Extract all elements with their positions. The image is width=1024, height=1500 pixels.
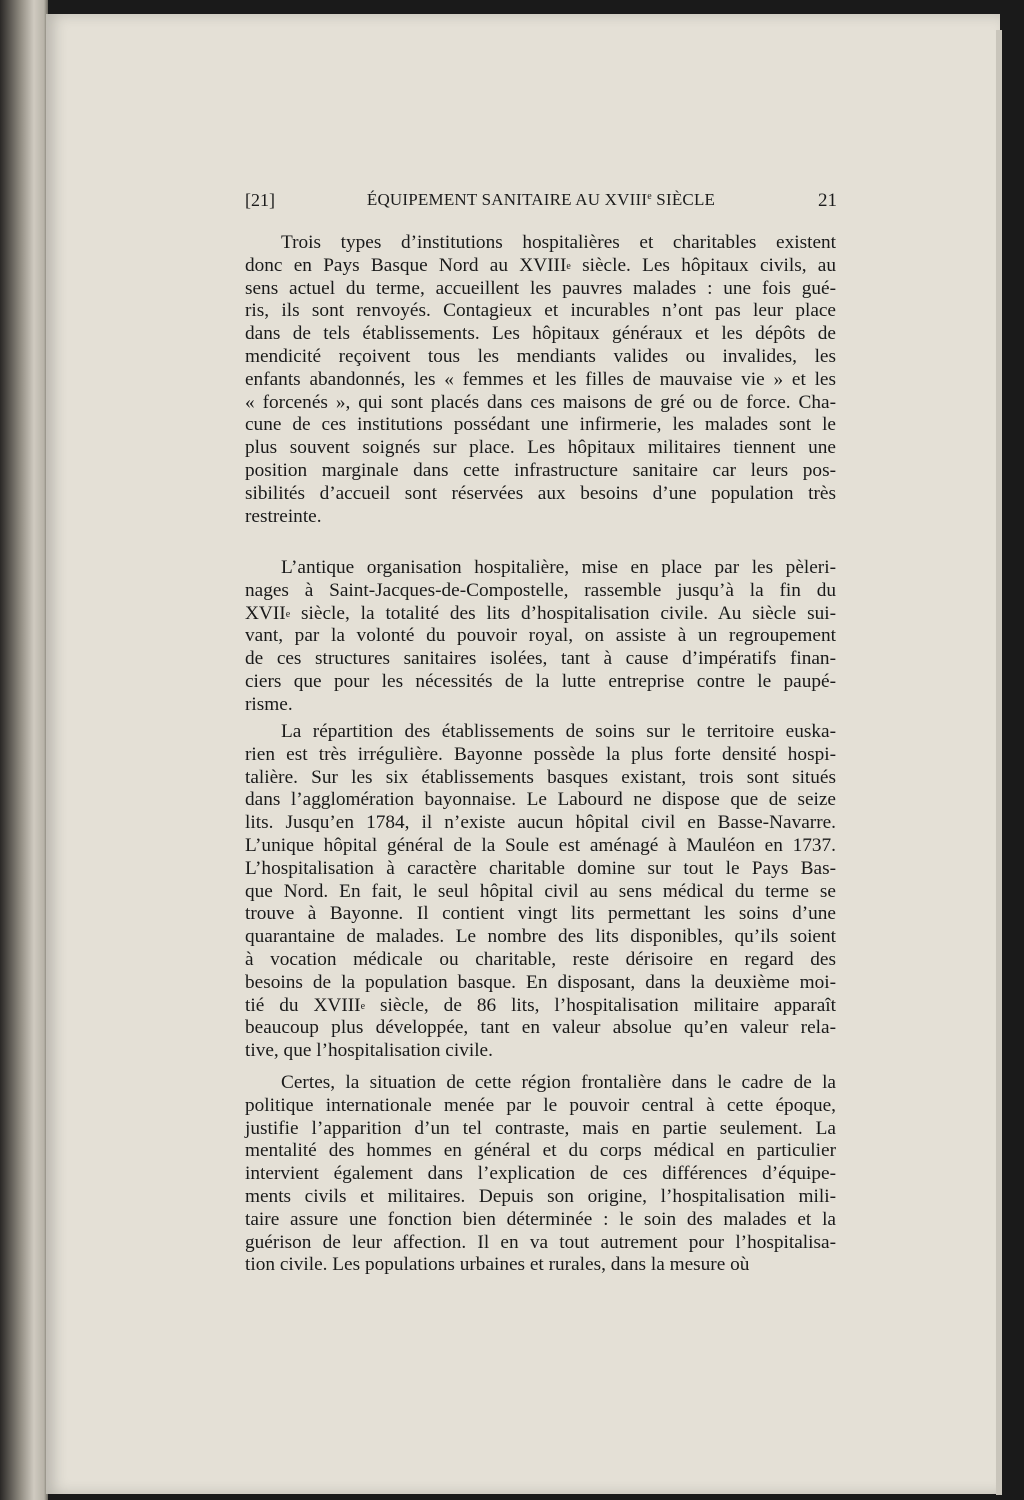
text-line: Certes, la situation de cette région frontalière dans le cadre de la [281,1072,836,1093]
text-line: rien est très irrégulière. Bayonne possède la plus forte densité hospi- [245,743,836,765]
text-line: besoins de la population basque. En disposant, dans la deuxième moi- [245,971,836,993]
paragraph-3 [245,721,836,1063]
text-line: ciers que pour les nécessités de la lutte entreprise contre le paupé- [245,670,836,692]
text-line: sens actuel du terme, accueillent les pauvres malades : une fois gué- [245,277,836,299]
text-line: L’hospitalisation à caractère charitable domine sur tout le Pays Bas- [245,857,836,879]
text-line: intervient également dans l’explication de ces différences d’équipe- [245,1163,836,1185]
text-line: beaucoup plus développée, tant en valeur absolue qu’en valeur rela- [245,1017,836,1039]
section-number: [21] [245,190,275,210]
text-line: dans de tels établissements. Les hôpitaux généraux et les dépôts de [245,323,836,345]
text-line: plus souvent soignés sur place. Les hôpitaux militaires tiennent une [245,437,836,459]
text-line: dans l’agglomération bayonnaise. Le Labourd ne dispose que de seize [245,789,836,811]
text-line: L’antique organisation hospitalière, mise en place par les pèleri- [281,557,836,578]
running-header [245,190,837,216]
text-line: que Nord. En fait, le seul hôpital civil au sens médical du terme se [245,880,836,902]
text-line: La répartition des établissements de soins sur le territoire euska- [281,721,836,742]
paragraph-4 [245,1072,836,1277]
text-line: tive, que l’hospitalisation civile. [245,1040,493,1062]
text-line: « forcenés », qui sont placés dans ces maisons de gré ou de force. Cha- [245,391,836,413]
text-line: taire assure une fonction bien déterminée : le soin des malades et la [245,1208,836,1230]
text-line: guérison de leur affection. Il en va tout autrement pour l’hospitalisa- [245,1231,836,1253]
text-line: sibilités d’accueil sont réservées aux besoins d’une population très [245,482,836,504]
text-line: cune de ces institutions possédant une infirmerie, les malades sont le [245,414,836,436]
text-line: position marginale dans cette infrastructure sanitaire car leurs pos- [245,459,836,481]
text-line: ments civils et militaires. Depuis son origine, l’hospitalisation mili- [245,1185,836,1207]
text-line: nages à Saint-Jacques-de-Compostelle, rassemble jusqu’à la fin du [245,579,836,601]
text-line: XVIIe siècle, la totalité des lits d’hospitalisation civile. Au siècle sui- [245,602,836,624]
paragraph-2 [245,557,836,717]
text-line: trouve à Bayonne. Il contient vingt lits permettant les soins d’une [245,903,836,925]
text-line: politique internationale menée par le pouvoir central à cette époque, [245,1094,836,1116]
text-line: L’unique hôpital général de la Soule est aménagé à Mauléon en 1737. [245,834,836,856]
paragraph-1 [245,232,836,528]
text-line: à vocation médicale ou charitable, reste dérisoire en regard des [245,948,836,970]
text-line: vant, par la volonté du pouvoir royal, on assiste à un regroupement [245,625,836,647]
text-line: quarantaine de malades. Le nombre des lits disponibles, qu’ils soient [245,926,836,948]
page-number: 21 [818,190,837,211]
text-line: mentalité des hommes en général et du corps médical en particulier [245,1140,836,1162]
text-line: tié du XVIIIe siècle, de 86 lits, l’hospitalisation militaire apparaît [245,994,836,1016]
facing-page-edge [0,0,48,1500]
text-line: lits. Jusqu’en 1784, il n’existe aucun hôpital civil en Basse-Navarre. [245,812,836,834]
text-line: justifie l’apparition d’un tel contraste, mais en partie seulement. La [245,1117,836,1139]
text-line: talière. Sur les six établissements basques existant, trois sont situés [245,766,836,788]
text-line: de ces structures sanitaires isolées, tant à cause d’impératifs finan- [245,648,836,670]
text-line: mendicité reçoivent tous les mendiants valides ou invalides, les [245,345,836,367]
running-title: ÉQUIPEMENT SANITAIRE AU XVIIIe SIÈCLE [366,190,716,209]
text-line: ris, ils sont renvoyés. Contagieux et incurables n’ont pas leur place [245,300,836,322]
text-line: donc en Pays Basque Nord au XVIIIe siècle. Les hôpitaux civils, au [245,254,836,276]
text-line: enfants abandonnés, les « femmes et les filles de mauvaise vie » et les [245,368,836,390]
page-edge [996,30,1002,1495]
text-line: risme. [245,693,293,715]
text-line: Trois types d’institutions hospitalières et charitables existent [281,232,836,253]
text-line: tion civile. Les populations urbaines et rurales, dans la mesure où [245,1254,750,1276]
text-line: restreinte. [245,505,322,527]
